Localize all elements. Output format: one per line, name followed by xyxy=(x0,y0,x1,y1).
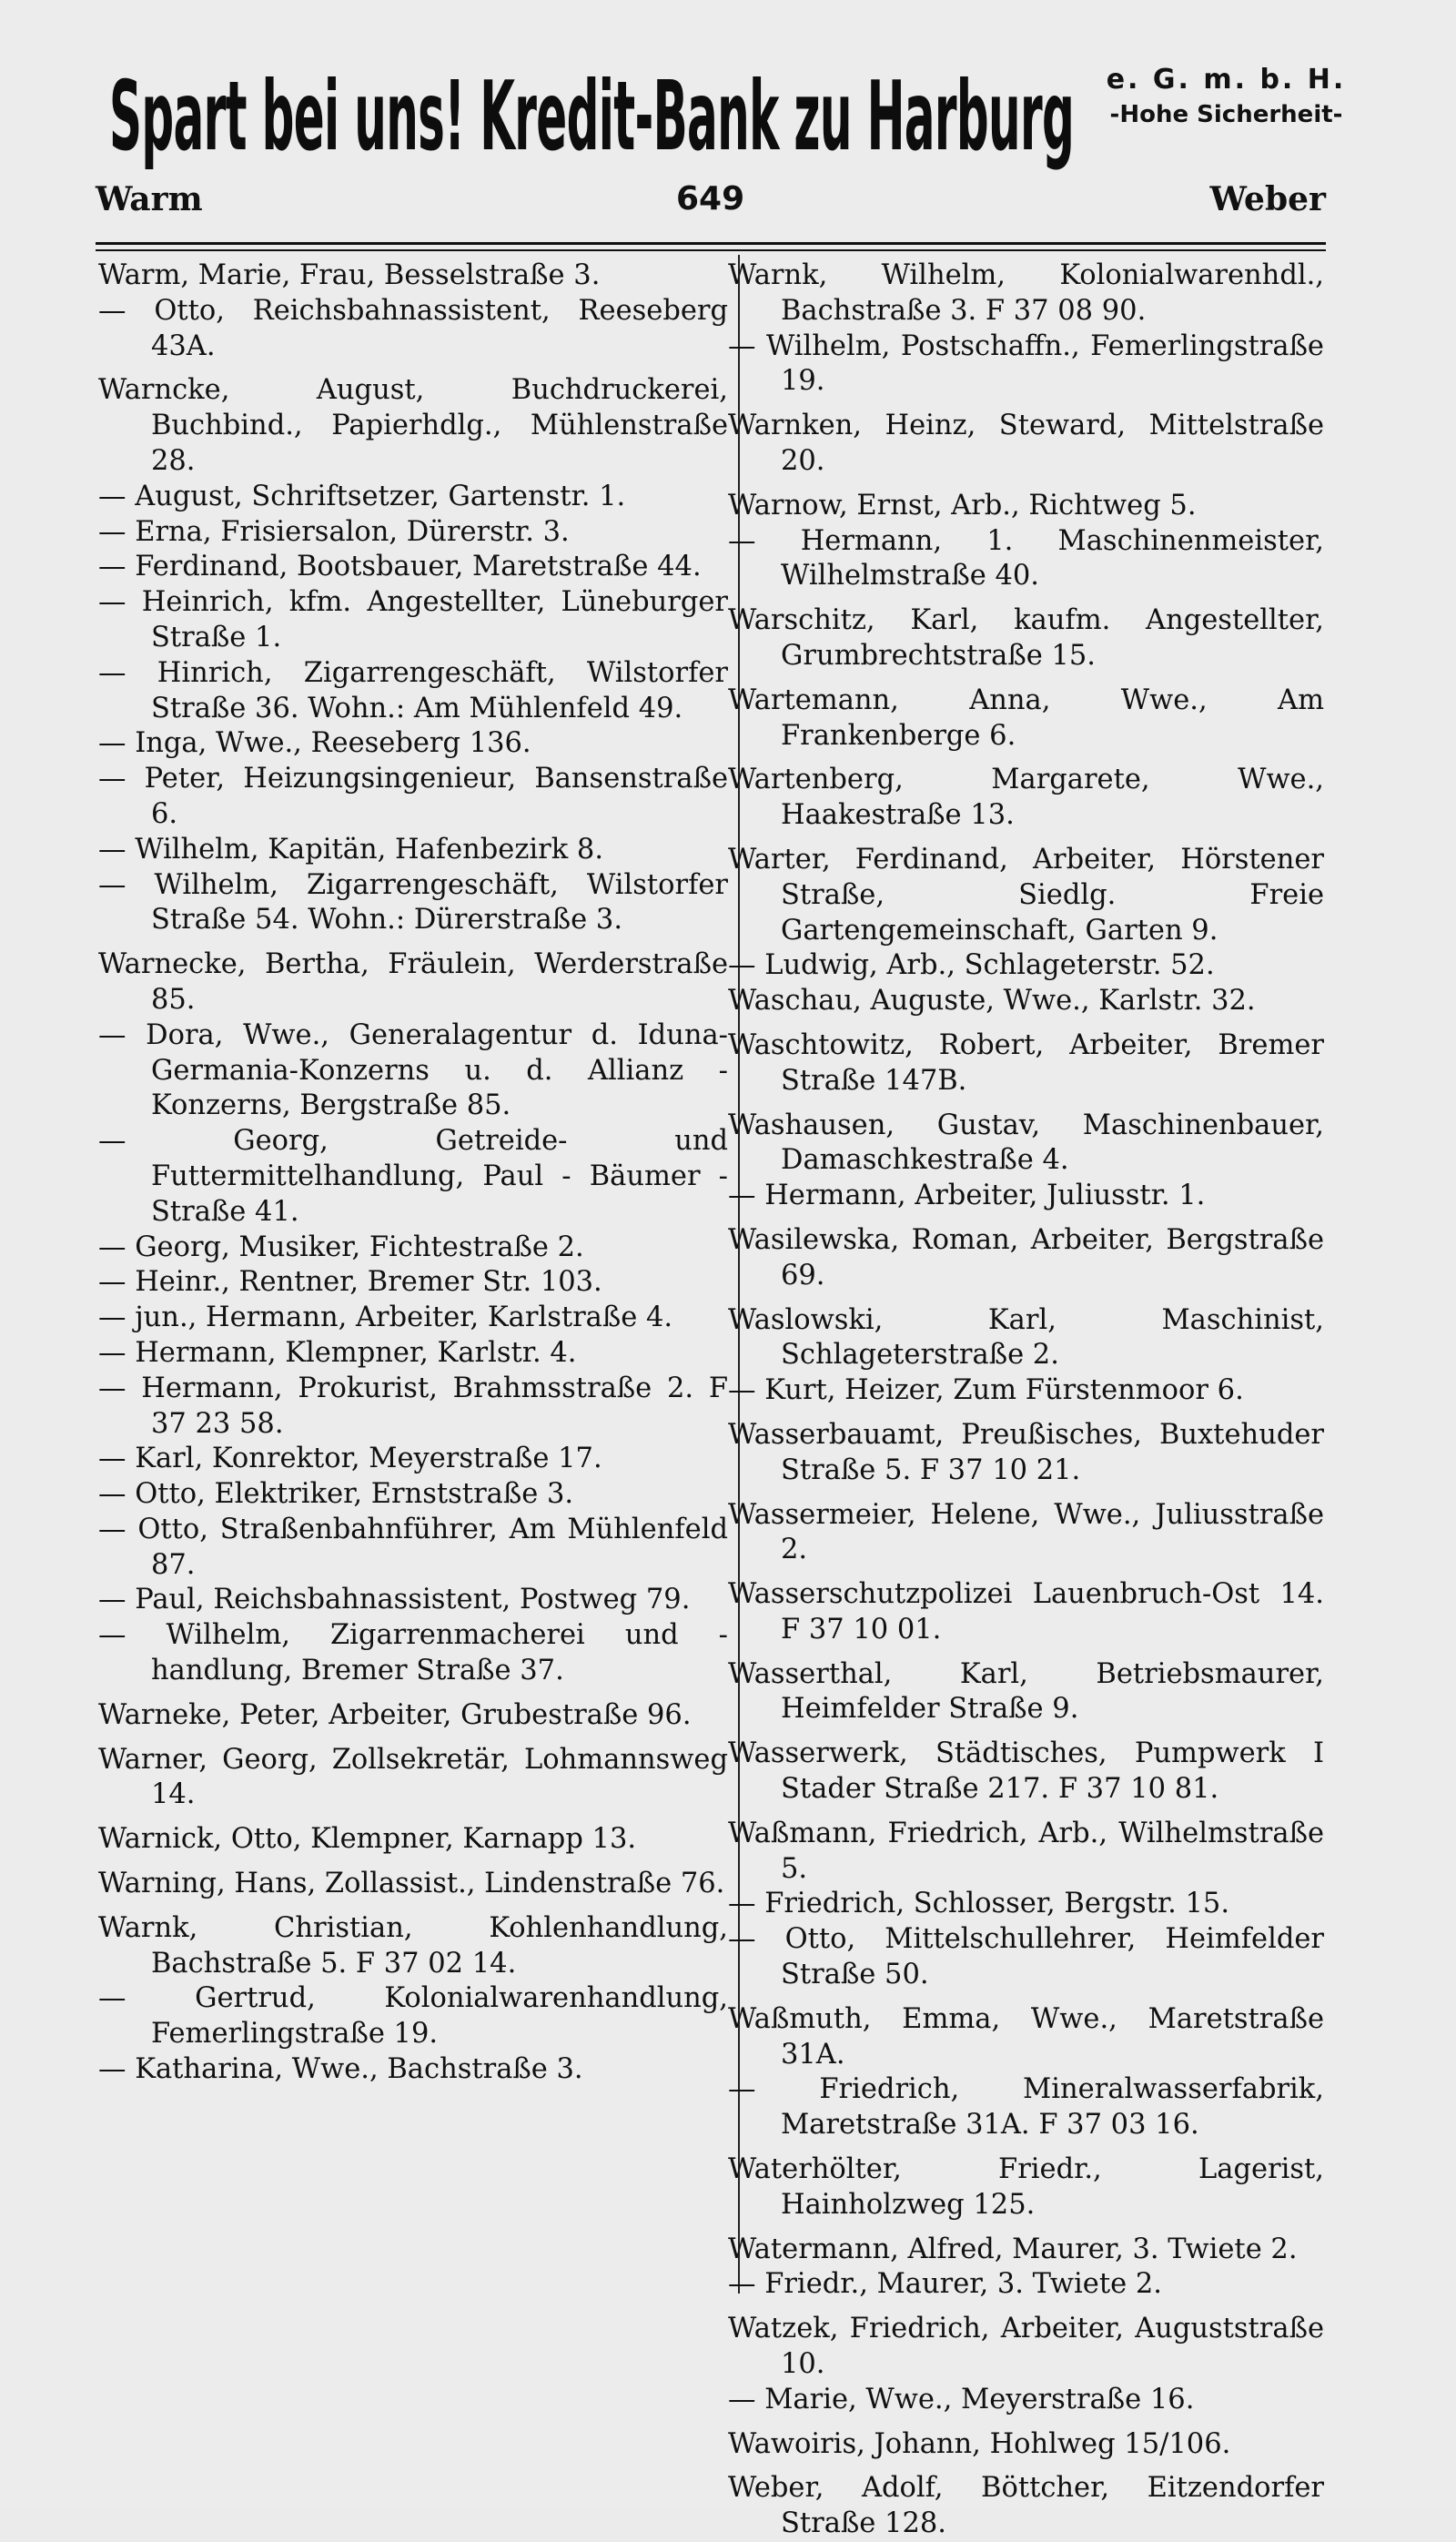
directory-entry: — Friedr., Maurer, 3. Twiete 2. xyxy=(728,2268,1162,2301)
directory-entry: — Otto, Reichsbahnassistent, Reeseberg 43A. xyxy=(98,294,728,362)
directory-entry: — Hermann, 1. Maschinenmeister, Wilhelmstraße 40. xyxy=(728,524,1324,592)
directory-entry: — Wilhelm, Zigarrenmacherei und -handlung, Bremer Straße 37. xyxy=(98,1619,728,1687)
directory-entry: — jun., Hermann, Arbeiter, Karlstraße 4. xyxy=(98,1301,673,1334)
directory-entry: Wartemann, Anna, Wwe., Am Frankenberge 6. xyxy=(728,684,1324,752)
directory-entry: Watzek, Friedrich, Arbeiter, Auguststraße 10. xyxy=(728,2313,1324,2381)
directory-entry: — Heinrich, kfm. Angestellter, Lüneburger Straße 1. xyxy=(98,586,728,653)
directory-entry: — Gertrud, Kolonialwarenhandlung, Femerlingstraße 19. xyxy=(98,1982,728,2051)
directory-entry: — Inga, Wwe., Reeseberg 136. xyxy=(98,727,531,760)
directory-entry: Warnecke, Bertha, Fräulein, Werderstraße 85. xyxy=(98,948,728,1016)
directory-entry: — Hermann, Prokurist, Brahmsstraße 2. F 37 23 58. xyxy=(98,1372,728,1440)
header-rule-thin xyxy=(96,249,1326,251)
directory-entry: Warnow, Ernst, Arb., Richtweg 5. xyxy=(728,489,1197,522)
directory-entry: Waslowski, Karl, Maschinist, Schlageterstraße 2. xyxy=(728,1303,1324,1372)
directory-entry: Warncke, August, Buchdruckerei, Buchbind., Papierhdlg., Mühlenstraße 28. xyxy=(98,374,728,477)
directory-entry: Warnken, Heinz, Steward, Mittelstraße 20. xyxy=(728,410,1324,477)
directory-entry: — Georg, Getreide- und Futtermittelhandlung, Paul - Bäumer - Straße 41. xyxy=(98,1125,728,1228)
directory-entry: — Kurt, Heizer, Zum Fürstenmoor 6. xyxy=(728,1374,1244,1407)
directory-entry: Wasserbauamt, Preußisches, Buxtehuder Straße 5. F 37 10 21. xyxy=(728,1418,1324,1486)
directory-entry: — Hinrich, Zigarrengeschäft, Wilstorfer Straße 36. Wohn.: Am Mühlenfeld 49. xyxy=(98,656,728,724)
running-head-last-entry: Weber xyxy=(1209,180,1326,218)
advertisement-banner xyxy=(109,62,1347,173)
directory-entry: — Wilhelm, Postschaffn., Femerlingstraße 19. xyxy=(728,329,1324,398)
directory-entry: — Georg, Musiker, Fichtestraße 2. xyxy=(98,1230,584,1263)
directory-entry: Wasserwerk, Städtisches, Pumpwerk I Stader Straße 217. F 37 10 81. xyxy=(728,1737,1324,1806)
directory-entry: Warneke, Peter, Arbeiter, Grubestraße 96. xyxy=(98,1698,692,1731)
right-column xyxy=(728,258,1324,2542)
directory-entry: Wassermeier, Helene, Wwe., Juliusstraße 2. xyxy=(728,1498,1324,1566)
directory-entry: — Otto, Elektriker, Ernststraße 3. xyxy=(98,1478,574,1511)
directory-entry: — Dora, Wwe., Generalagentur d. Iduna-Germania-Konzerns u. d. Allianz - Konzerns, Bergstraße 85. xyxy=(98,1018,728,1122)
directory-entry: Warning, Hans, Zollassist., Lindenstraße 76. xyxy=(98,1868,725,1900)
directory-entry: Warner, Georg, Zollsekretär, Lohmannsweg 14. xyxy=(98,1743,728,1811)
directory-entry: Waschau, Auguste, Wwe., Karlstr. 32. xyxy=(728,985,1256,1018)
directory-entry: — Otto, Straßenbahnführer, Am Mühlenfeld 87. xyxy=(98,1513,728,1581)
directory-entry: Waterhölter, Friedr., Lagerist, Hainholzweg 125. xyxy=(728,2153,1324,2221)
directory-entry: Wasserschutzpolizei Lauenbruch-Ost 14. F 37 10 01. xyxy=(728,1578,1324,1646)
directory-entry: Wawoiris, Johann, Hohlweg 15/106. xyxy=(728,2427,1231,2460)
directory-entry: — Hermann, Klempner, Karlstr. 4. xyxy=(98,1336,577,1369)
directory-entry: Wasserthal, Karl, Betriebsmaurer, Heimfelder Straße 9. xyxy=(728,1657,1324,1726)
directory-entry: — Marie, Wwe., Meyerstraße 16. xyxy=(728,2383,1195,2415)
directory-entry: — Ferdinand, Bootsbauer, Maretstraße 44. xyxy=(98,551,702,583)
directory-entry: Watermann, Alfred, Maurer, 3. Twiete 2. xyxy=(728,2233,1298,2265)
directory-entry: Warnk, Wilhelm, Kolonialwarenhdl., Bachstraße 3. F 37 08 90. xyxy=(728,259,1324,327)
directory-entry: Warter, Ferdinand, Arbeiter, Hörstener Straße, Siedlg. Freie Gartengemeinschaft, Garten 9. xyxy=(728,843,1324,947)
directory-entry: Warnick, Otto, Klempner, Karnapp 13. xyxy=(98,1823,637,1856)
directory-entry: Warschitz, Karl, kaufm. Angestellter, Grumbrechtstraße 15. xyxy=(728,604,1324,672)
directory-entry: — Hermann, Arbeiter, Juliusstr. 1. xyxy=(728,1180,1206,1212)
directory-entry: Waßmuth, Emma, Wwe., Maretstraße 31A. xyxy=(728,2002,1324,2071)
directory-entry: — Katharina, Wwe., Bachstraße 3. xyxy=(98,2053,583,2086)
directory-entry: — Peter, Heizungsingenieur, Bansenstraße 6. xyxy=(98,763,728,830)
directory-entry: — Friedrich, Schlosser, Bergstr. 15. xyxy=(728,1888,1230,1920)
banner-company-form: e. G. m. b. H. xyxy=(1106,64,1347,96)
page-number: 649 xyxy=(676,180,745,218)
directory-entry: — Wilhelm, Zigarrengeschäft, Wilstorfer Straße 54. Wohn.: Dürerstraße 3. xyxy=(98,868,728,937)
directory-entry: — Erna, Frisiersalon, Dürerstr. 3. xyxy=(98,515,570,548)
directory-entry: Waschtowitz, Robert, Arbeiter, Bremer Straße 147B. xyxy=(728,1028,1324,1097)
directory-entry: — Karl, Konrektor, Meyerstraße 17. xyxy=(98,1443,602,1475)
directory-entry: Washausen, Gustav, Maschinenbauer, Damaschkestraße 4. xyxy=(728,1109,1324,1177)
directory-entry: Waßmann, Friedrich, Arb., Wilhelmstraße 5. xyxy=(728,1817,1324,1885)
directory-entry: Warnk, Christian, Kohlenhandlung, Bachstraße 5. F 37 02 14. xyxy=(98,1911,728,1980)
running-head xyxy=(96,180,1326,226)
directory-entry: — Otto, Mittelschullehrer, Heimfelder Straße 50. xyxy=(728,1923,1324,1991)
directory-entry: — Wilhelm, Kapitän, Hafenbezirk 8. xyxy=(98,833,604,866)
directory-entry: Wasilewska, Roman, Arbeiter, Bergstraße 69. xyxy=(728,1223,1324,1291)
banner-tagline: -Hohe Sicherheit- xyxy=(1109,101,1343,128)
directory-entry: — Ludwig, Arb., Schlageterstr. 52. xyxy=(728,949,1215,982)
directory-entry: — August, Schriftsetzer, Gartenstr. 1. xyxy=(98,480,626,512)
directory-entry: — Heinr., Rentner, Bremer Str. 103. xyxy=(98,1266,602,1299)
directory-entry: Weber, Adolf, Böttcher, Eitzendorfer Straße 128. xyxy=(728,2472,1324,2540)
running-head-first-entry: Warm xyxy=(96,180,203,218)
header-rule-thick xyxy=(96,242,1326,245)
left-column xyxy=(98,258,728,2088)
directory-entry: Wartenberg, Margarete, Wwe., Haakestraße 13. xyxy=(728,764,1324,832)
directory-entry: Warm, Marie, Frau, Besselstraße 3. xyxy=(98,259,601,291)
banner-side-note xyxy=(1106,64,1347,128)
banner-slogan: Spart bei uns! Kredit-Bank zu Harburg xyxy=(109,62,1075,173)
directory-entry: — Paul, Reichsbahnassistent, Postweg 79. xyxy=(98,1584,691,1616)
directory-entry: — Friedrich, Mineralwasserfabrik, Maretstraße 31A. F 37 03 16. xyxy=(728,2073,1324,2142)
